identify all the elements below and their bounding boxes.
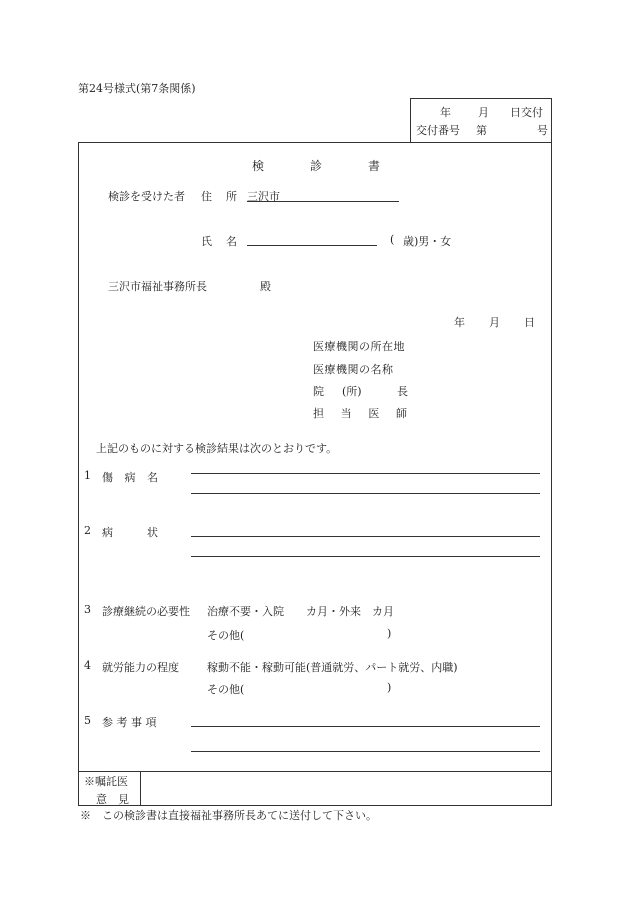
honorific: 殿: [260, 280, 271, 293]
receipt-number-prefix: 第: [476, 124, 487, 137]
name-field[interactable]: [247, 245, 377, 246]
commission-label-2: 意 見: [96, 793, 129, 806]
name-label: [201, 233, 237, 249]
title-char-3: 書: [367, 159, 380, 173]
footer-note: ※ この検診書は直接福祉事務所長あてに送付して下さい。: [80, 809, 377, 822]
item-5-line-2[interactable]: [191, 751, 540, 752]
age-sex-label: 歳)男・女: [403, 235, 452, 248]
age-open: (: [390, 233, 395, 246]
item-2-label: [102, 524, 158, 540]
name-label-char-2: 名: [226, 235, 237, 248]
item-2-label-char-1: 病: [102, 526, 113, 539]
doctor-label: [313, 405, 407, 421]
receipt-year-label: 年: [440, 106, 451, 119]
item-1-label-char-3: 名: [147, 471, 158, 484]
doctor-char-2: 当: [340, 407, 352, 420]
item-2-label-char-2: 状: [147, 526, 158, 539]
opinion-row-divider: [78, 771, 552, 772]
address-underline: [247, 201, 399, 202]
director-char-c: 長: [397, 385, 408, 398]
patient-heading: 検診を受けた者: [108, 190, 185, 203]
item-1-number: 1: [84, 469, 91, 482]
item-4-number: 4: [84, 659, 91, 672]
doctor-char-3: 医: [368, 407, 380, 420]
item-4-other-close: ): [387, 681, 392, 694]
director-char-b: (所): [342, 385, 362, 398]
form-number: 第24号様式(第7条関係): [78, 82, 196, 95]
title-char-2: 診: [309, 159, 322, 173]
item-1-line-1[interactable]: [191, 473, 540, 474]
institution-location-label: 医療機関の所在地: [313, 340, 405, 353]
item-5-line-1[interactable]: [191, 726, 540, 727]
item-5-number: 5: [84, 714, 91, 727]
title-char-1: 検: [252, 159, 265, 173]
issue-month-label: 月: [489, 316, 500, 329]
item-4-other-label: その他(: [207, 683, 245, 696]
address-value[interactable]: 三沢市: [247, 190, 280, 203]
issue-year-label: 年: [454, 316, 465, 329]
address-label-char-1: 住: [201, 190, 212, 203]
director-char-a: 院: [313, 385, 324, 398]
item-2-line-2[interactable]: [191, 556, 540, 557]
item-1-line-2[interactable]: [191, 493, 540, 494]
item-4-label: 就労能力の程度: [102, 661, 179, 674]
receipt-number-label: 交付番号: [416, 124, 460, 137]
item-5-label: 参 考 事 項: [102, 716, 157, 729]
issue-day-label: 日: [524, 316, 535, 329]
form-title: [252, 157, 380, 174]
item-3-number: 3: [84, 603, 91, 616]
doctor-char-4: 師: [395, 407, 407, 420]
item-2-line-1[interactable]: [191, 536, 540, 537]
commission-label-1: ※嘱託医: [84, 775, 128, 788]
item-4-options: 稼動不能・稼動可能(普通就労、パート就労、内職): [207, 661, 458, 674]
item-1-label-char-2: 病: [124, 471, 136, 484]
address-label: [201, 188, 237, 204]
intro-text: 上記のものに対する検診結果は次のとおりです。: [96, 442, 338, 455]
item-3-other-close: ): [387, 627, 392, 640]
item-2-number: 2: [84, 524, 91, 537]
receipt-day-label: 日交付: [510, 106, 543, 119]
item-1-label: [102, 469, 158, 485]
address-label-char-2: 所: [226, 190, 237, 203]
doctor-char-1: 担: [313, 407, 324, 420]
receipt-number-suffix: 号: [537, 124, 548, 137]
addressee: 三沢市福祉事務所長: [108, 280, 207, 293]
receipt-month-label: 月: [478, 106, 489, 119]
item-3-options: 治療不要・入院 カ月・外来 カ月: [207, 605, 394, 618]
item-3-label: 診療継続の必要性: [102, 605, 190, 618]
item-3-other-label: その他(: [207, 629, 245, 642]
item-1-label-char-1: 傷: [102, 471, 113, 484]
name-label-char-1: 氏: [201, 235, 212, 248]
opinion-label-divider: [140, 771, 141, 806]
institution-name-label: 医療機関の名称: [313, 363, 394, 376]
